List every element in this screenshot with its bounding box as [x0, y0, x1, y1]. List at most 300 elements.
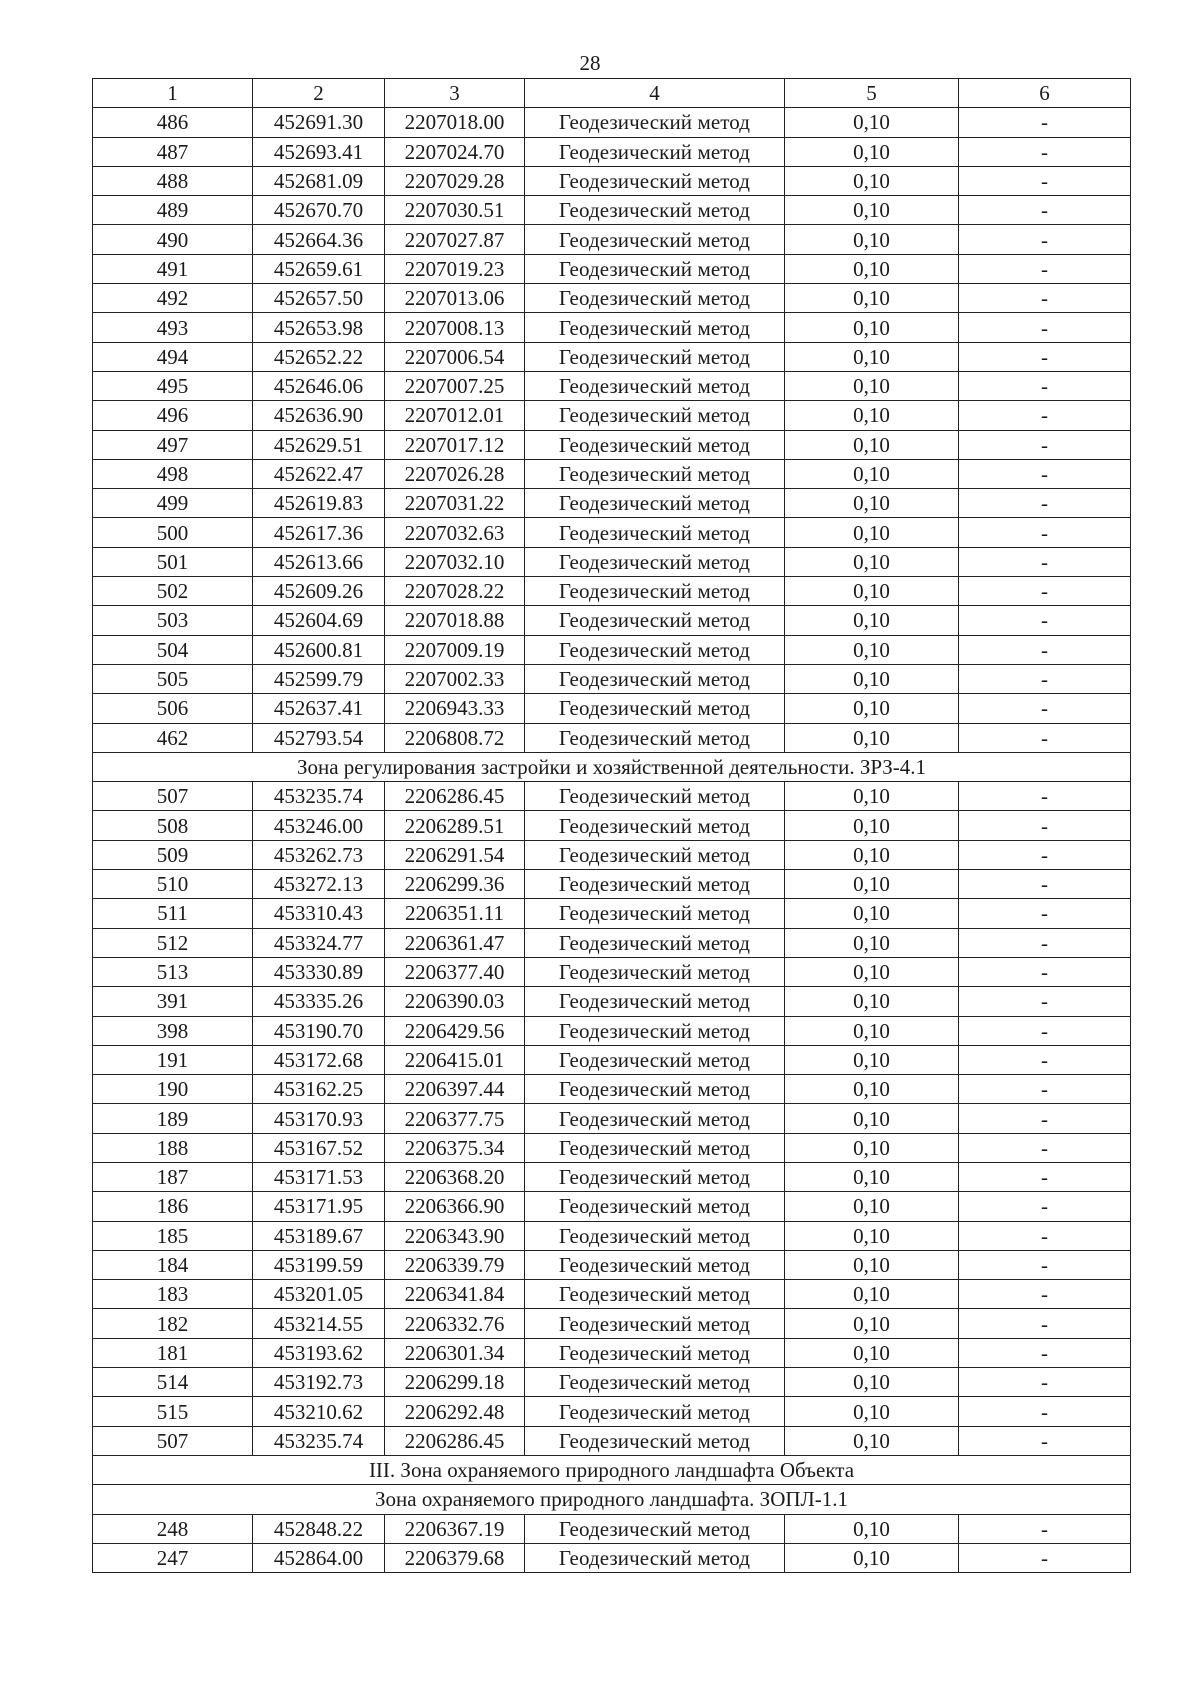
accuracy-cell: 0,10 — [785, 1104, 959, 1133]
accuracy-cell: 0,10 — [785, 313, 959, 342]
note-cell: - — [959, 1221, 1131, 1250]
x-coordinate-cell: 453210.62 — [253, 1397, 385, 1426]
point-number-cell: 505 — [93, 664, 253, 693]
y-coordinate-cell: 2206368.20 — [385, 1162, 525, 1191]
accuracy-cell: 0,10 — [785, 957, 959, 986]
table-row — [93, 635, 1131, 664]
table-row — [93, 371, 1131, 400]
y-coordinate-cell: 2207029.28 — [385, 166, 525, 195]
method-cell: Геодезический метод — [525, 1075, 785, 1104]
x-coordinate-cell: 452646.06 — [253, 371, 385, 400]
point-number-cell: 182 — [93, 1309, 253, 1338]
method-cell: Геодезический метод — [525, 166, 785, 195]
point-number-cell: 492 — [93, 284, 253, 313]
note-cell: - — [959, 782, 1131, 811]
method-cell: Геодезический метод — [525, 606, 785, 635]
method-cell: Геодезический метод — [525, 957, 785, 986]
method-cell: Геодезический метод — [525, 342, 785, 371]
x-coordinate-cell: 453214.55 — [253, 1309, 385, 1338]
point-number-cell: 186 — [93, 1192, 253, 1221]
x-coordinate-cell: 453310.43 — [253, 899, 385, 928]
note-cell: - — [959, 1016, 1131, 1045]
y-coordinate-cell: 2207009.19 — [385, 635, 525, 664]
note-cell: - — [959, 694, 1131, 723]
method-cell: Геодезический метод — [525, 1016, 785, 1045]
y-coordinate-cell: 2207027.87 — [385, 225, 525, 254]
method-cell: Геодезический метод — [525, 196, 785, 225]
table-row — [93, 1192, 1131, 1221]
accuracy-cell: 0,10 — [785, 1192, 959, 1221]
note-cell: - — [959, 196, 1131, 225]
point-number-cell: 501 — [93, 547, 253, 576]
point-number-cell: 187 — [93, 1162, 253, 1191]
table-row — [93, 313, 1131, 342]
accuracy-cell: 0,10 — [785, 928, 959, 957]
y-coordinate-cell: 2206429.56 — [385, 1016, 525, 1045]
method-cell: Геодезический метод — [525, 1133, 785, 1162]
y-coordinate-cell: 2206332.76 — [385, 1309, 525, 1338]
point-number-cell: 493 — [93, 313, 253, 342]
method-cell: Геодезический метод — [525, 577, 785, 606]
table-row — [93, 1162, 1131, 1191]
point-number-cell: 491 — [93, 254, 253, 283]
accuracy-cell: 0,10 — [785, 870, 959, 899]
table-row — [93, 870, 1131, 899]
x-coordinate-cell: 453189.67 — [253, 1221, 385, 1250]
y-coordinate-cell: 2207028.22 — [385, 577, 525, 606]
header-cell-5: 5 — [785, 79, 959, 108]
note-cell: - — [959, 518, 1131, 547]
method-cell: Геодезический метод — [525, 1426, 785, 1455]
y-coordinate-cell: 2207032.63 — [385, 518, 525, 547]
point-number-cell: 515 — [93, 1397, 253, 1426]
table-row — [93, 1338, 1131, 1367]
x-coordinate-cell: 452622.47 — [253, 459, 385, 488]
point-number-cell: 507 — [93, 1426, 253, 1455]
table-row — [93, 957, 1131, 986]
y-coordinate-cell: 2206377.40 — [385, 957, 525, 986]
point-number-cell: 184 — [93, 1250, 253, 1279]
y-coordinate-cell: 2206366.90 — [385, 1192, 525, 1221]
x-coordinate-cell: 452652.22 — [253, 342, 385, 371]
table-row — [93, 840, 1131, 869]
note-cell: - — [959, 108, 1131, 137]
y-coordinate-cell: 2206361.47 — [385, 928, 525, 957]
x-coordinate-cell: 453272.13 — [253, 870, 385, 899]
point-number-cell: 495 — [93, 371, 253, 400]
x-coordinate-cell: 453324.77 — [253, 928, 385, 957]
point-number-cell: 247 — [93, 1543, 253, 1572]
accuracy-cell: 0,10 — [785, 459, 959, 488]
accuracy-cell: 0,10 — [785, 489, 959, 518]
point-number-cell: 191 — [93, 1045, 253, 1074]
accuracy-cell: 0,10 — [785, 284, 959, 313]
point-number-cell: 190 — [93, 1075, 253, 1104]
table-row — [93, 1075, 1131, 1104]
note-cell: - — [959, 1045, 1131, 1074]
note-cell: - — [959, 1192, 1131, 1221]
point-number-cell: 497 — [93, 430, 253, 459]
table-row — [93, 1221, 1131, 1250]
note-cell: - — [959, 1162, 1131, 1191]
x-coordinate-cell: 452637.41 — [253, 694, 385, 723]
note-cell: - — [959, 1368, 1131, 1397]
y-coordinate-cell: 2206339.79 — [385, 1250, 525, 1279]
y-coordinate-cell: 2207018.88 — [385, 606, 525, 635]
header-cell-2: 2 — [253, 79, 385, 108]
y-coordinate-cell: 2206286.45 — [385, 782, 525, 811]
y-coordinate-cell: 2207006.54 — [385, 342, 525, 371]
y-coordinate-cell: 2207018.00 — [385, 108, 525, 137]
table-row — [93, 1397, 1131, 1426]
accuracy-cell: 0,10 — [785, 108, 959, 137]
accuracy-cell: 0,10 — [785, 577, 959, 606]
x-coordinate-cell: 453172.68 — [253, 1045, 385, 1074]
x-coordinate-cell: 452864.00 — [253, 1543, 385, 1572]
x-coordinate-cell: 453335.26 — [253, 987, 385, 1016]
x-coordinate-cell: 452664.36 — [253, 225, 385, 254]
x-coordinate-cell: 452599.79 — [253, 664, 385, 693]
x-coordinate-cell: 452681.09 — [253, 166, 385, 195]
table-row — [93, 899, 1131, 928]
x-coordinate-cell: 453193.62 — [253, 1338, 385, 1367]
x-coordinate-cell: 453167.52 — [253, 1133, 385, 1162]
accuracy-cell: 0,10 — [785, 1368, 959, 1397]
table-row — [93, 401, 1131, 430]
accuracy-cell: 0,10 — [785, 371, 959, 400]
method-cell: Геодезический метод — [525, 371, 785, 400]
table-row — [93, 1309, 1131, 1338]
x-coordinate-cell: 452619.83 — [253, 489, 385, 518]
y-coordinate-cell: 2206341.84 — [385, 1280, 525, 1309]
point-number-cell: 503 — [93, 606, 253, 635]
accuracy-cell: 0,10 — [785, 518, 959, 547]
method-cell: Геодезический метод — [525, 870, 785, 899]
method-cell: Геодезический метод — [525, 1309, 785, 1338]
x-coordinate-cell: 452600.81 — [253, 635, 385, 664]
table-row — [93, 342, 1131, 371]
x-coordinate-cell: 452793.54 — [253, 723, 385, 752]
y-coordinate-cell: 2207017.12 — [385, 430, 525, 459]
accuracy-cell: 0,10 — [785, 782, 959, 811]
note-cell: - — [959, 1250, 1131, 1279]
note-cell: - — [959, 1133, 1131, 1162]
y-coordinate-cell: 2206299.18 — [385, 1368, 525, 1397]
point-number-cell: 506 — [93, 694, 253, 723]
note-cell: - — [959, 371, 1131, 400]
point-number-cell: 509 — [93, 840, 253, 869]
x-coordinate-cell: 452653.98 — [253, 313, 385, 342]
accuracy-cell: 0,10 — [785, 1309, 959, 1338]
point-number-cell: 513 — [93, 957, 253, 986]
accuracy-cell: 0,10 — [785, 196, 959, 225]
x-coordinate-cell: 453235.74 — [253, 782, 385, 811]
y-coordinate-cell: 2206367.19 — [385, 1514, 525, 1543]
x-coordinate-cell: 453171.53 — [253, 1162, 385, 1191]
point-number-cell: 510 — [93, 870, 253, 899]
table-row — [93, 1045, 1131, 1074]
x-coordinate-cell: 452604.69 — [253, 606, 385, 635]
point-number-cell: 504 — [93, 635, 253, 664]
method-cell: Геодезический метод — [525, 489, 785, 518]
method-cell: Геодезический метод — [525, 987, 785, 1016]
table-row — [93, 987, 1131, 1016]
y-coordinate-cell: 2207012.01 — [385, 401, 525, 430]
method-cell: Геодезический метод — [525, 430, 785, 459]
accuracy-cell: 0,10 — [785, 1133, 959, 1162]
table-row — [93, 547, 1131, 576]
table-row — [93, 1104, 1131, 1133]
point-number-cell: 511 — [93, 899, 253, 928]
point-number-cell: 499 — [93, 489, 253, 518]
method-cell: Геодезический метод — [525, 1543, 785, 1572]
x-coordinate-cell: 453162.25 — [253, 1075, 385, 1104]
y-coordinate-cell: 2206292.48 — [385, 1397, 525, 1426]
method-cell: Геодезический метод — [525, 137, 785, 166]
method-cell: Геодезический метод — [525, 1162, 785, 1191]
method-cell: Геодезический метод — [525, 108, 785, 137]
table-row — [93, 606, 1131, 635]
point-number-cell: 490 — [93, 225, 253, 254]
table-row — [93, 489, 1131, 518]
point-number-cell: 487 — [93, 137, 253, 166]
y-coordinate-cell: 2206808.72 — [385, 723, 525, 752]
table-row — [93, 225, 1131, 254]
table-row — [93, 1133, 1131, 1162]
x-coordinate-cell: 452613.66 — [253, 547, 385, 576]
method-cell: Геодезический метод — [525, 518, 785, 547]
accuracy-cell: 0,10 — [785, 664, 959, 693]
y-coordinate-cell: 2207019.23 — [385, 254, 525, 283]
accuracy-cell: 0,10 — [785, 635, 959, 664]
y-coordinate-cell: 2206415.01 — [385, 1045, 525, 1074]
point-number-cell: 188 — [93, 1133, 253, 1162]
y-coordinate-cell: 2207030.51 — [385, 196, 525, 225]
point-number-cell: 498 — [93, 459, 253, 488]
x-coordinate-cell: 452693.41 — [253, 137, 385, 166]
note-cell: - — [959, 928, 1131, 957]
table-row — [93, 1543, 1131, 1572]
x-coordinate-cell: 452657.50 — [253, 284, 385, 313]
accuracy-cell: 0,10 — [785, 1514, 959, 1543]
point-number-cell: 183 — [93, 1280, 253, 1309]
table-row — [93, 1016, 1131, 1045]
x-coordinate-cell: 453235.74 — [253, 1426, 385, 1455]
y-coordinate-cell: 2207031.22 — [385, 489, 525, 518]
table-row — [93, 723, 1131, 752]
method-cell: Геодезический метод — [525, 1045, 785, 1074]
method-cell: Геодезический метод — [525, 284, 785, 313]
accuracy-cell: 0,10 — [785, 166, 959, 195]
point-number-cell: 248 — [93, 1514, 253, 1543]
note-cell: - — [959, 284, 1131, 313]
method-cell: Геодезический метод — [525, 313, 785, 342]
note-cell: - — [959, 635, 1131, 664]
note-cell: - — [959, 870, 1131, 899]
table-row — [93, 108, 1131, 137]
method-cell: Геодезический метод — [525, 694, 785, 723]
method-cell: Геодезический метод — [525, 899, 785, 928]
note-cell: - — [959, 723, 1131, 752]
x-coordinate-cell: 453262.73 — [253, 840, 385, 869]
y-coordinate-cell: 2206375.34 — [385, 1133, 525, 1162]
y-coordinate-cell: 2206299.36 — [385, 870, 525, 899]
method-cell: Геодезический метод — [525, 1192, 785, 1221]
method-cell: Геодезический метод — [525, 664, 785, 693]
note-cell: - — [959, 1338, 1131, 1367]
table-row — [93, 694, 1131, 723]
method-cell: Геодезический метод — [525, 547, 785, 576]
accuracy-cell: 0,10 — [785, 840, 959, 869]
point-number-cell: 398 — [93, 1016, 253, 1045]
accuracy-cell: 0,10 — [785, 1426, 959, 1455]
x-coordinate-cell: 453190.70 — [253, 1016, 385, 1045]
y-coordinate-cell: 2206397.44 — [385, 1075, 525, 1104]
y-coordinate-cell: 2207032.10 — [385, 547, 525, 576]
note-cell: - — [959, 137, 1131, 166]
note-cell: - — [959, 166, 1131, 195]
table-row — [93, 811, 1131, 840]
note-cell: - — [959, 1104, 1131, 1133]
note-cell: - — [959, 313, 1131, 342]
table-row — [93, 518, 1131, 547]
note-cell: - — [959, 459, 1131, 488]
section-row — [93, 752, 1131, 781]
section-title: III. Зона охраняемого природного ландшафта Объекта — [93, 1455, 1131, 1484]
x-coordinate-cell: 452659.61 — [253, 254, 385, 283]
x-coordinate-cell: 452691.30 — [253, 108, 385, 137]
accuracy-cell: 0,10 — [785, 430, 959, 459]
table-row — [93, 1250, 1131, 1279]
y-coordinate-cell: 2207026.28 — [385, 459, 525, 488]
accuracy-cell: 0,10 — [785, 1162, 959, 1191]
accuracy-cell: 0,10 — [785, 987, 959, 1016]
note-cell: - — [959, 840, 1131, 869]
method-cell: Геодезический метод — [525, 1514, 785, 1543]
note-cell: - — [959, 811, 1131, 840]
method-cell: Геодезический метод — [525, 928, 785, 957]
table-row — [93, 254, 1131, 283]
method-cell: Геодезический метод — [525, 1280, 785, 1309]
note-cell: - — [959, 664, 1131, 693]
point-number-cell: 496 — [93, 401, 253, 430]
accuracy-cell: 0,10 — [785, 1221, 959, 1250]
x-coordinate-cell: 452848.22 — [253, 1514, 385, 1543]
point-number-cell: 189 — [93, 1104, 253, 1133]
table-row — [93, 1514, 1131, 1543]
header-cell-3: 3 — [385, 79, 525, 108]
x-coordinate-cell: 452617.36 — [253, 518, 385, 547]
x-coordinate-cell: 453170.93 — [253, 1104, 385, 1133]
point-number-cell: 486 — [93, 108, 253, 137]
note-cell: - — [959, 1426, 1131, 1455]
method-cell: Геодезический метод — [525, 635, 785, 664]
method-cell: Геодезический метод — [525, 1250, 785, 1279]
note-cell: - — [959, 1309, 1131, 1338]
point-number-cell: 181 — [93, 1338, 253, 1367]
method-cell: Геодезический метод — [525, 1397, 785, 1426]
table-row — [93, 430, 1131, 459]
accuracy-cell: 0,10 — [785, 254, 959, 283]
point-number-cell: 507 — [93, 782, 253, 811]
y-coordinate-cell: 2207024.70 — [385, 137, 525, 166]
point-number-cell: 512 — [93, 928, 253, 957]
point-number-cell: 502 — [93, 577, 253, 606]
header-cell-6: 6 — [959, 79, 1131, 108]
note-cell: - — [959, 1514, 1131, 1543]
section-row — [93, 1455, 1131, 1484]
table-row — [93, 1426, 1131, 1455]
header-row — [93, 79, 1131, 108]
method-cell: Геодезический метод — [525, 459, 785, 488]
accuracy-cell: 0,10 — [785, 1397, 959, 1426]
accuracy-cell: 0,10 — [785, 401, 959, 430]
note-cell: - — [959, 899, 1131, 928]
table-row — [93, 459, 1131, 488]
point-number-cell: 391 — [93, 987, 253, 1016]
x-coordinate-cell: 452670.70 — [253, 196, 385, 225]
method-cell: Геодезический метод — [525, 840, 785, 869]
note-cell: - — [959, 1543, 1131, 1572]
section-title: Зона охраняемого природного ландшафта. ЗОПЛ-1.1 — [93, 1485, 1131, 1514]
method-cell: Геодезический метод — [525, 782, 785, 811]
point-number-cell: 500 — [93, 518, 253, 547]
y-coordinate-cell: 2207013.06 — [385, 284, 525, 313]
accuracy-cell: 0,10 — [785, 1280, 959, 1309]
table-row — [93, 196, 1131, 225]
y-coordinate-cell: 2206291.54 — [385, 840, 525, 869]
accuracy-cell: 0,10 — [785, 547, 959, 576]
point-number-cell: 508 — [93, 811, 253, 840]
accuracy-cell: 0,10 — [785, 899, 959, 928]
section-row — [93, 1485, 1131, 1514]
method-cell: Геодезический метод — [525, 723, 785, 752]
accuracy-cell: 0,10 — [785, 694, 959, 723]
header-cell-1: 1 — [93, 79, 253, 108]
accuracy-cell: 0,10 — [785, 225, 959, 254]
method-cell: Геодезический метод — [525, 225, 785, 254]
table-row — [93, 928, 1131, 957]
section-title: Зона регулирования застройки и хозяйственной деятельности. ЗРЗ-4.1 — [93, 752, 1131, 781]
note-cell: - — [959, 547, 1131, 576]
point-number-cell: 462 — [93, 723, 253, 752]
x-coordinate-cell: 453246.00 — [253, 811, 385, 840]
accuracy-cell: 0,10 — [785, 811, 959, 840]
note-cell: - — [959, 225, 1131, 254]
method-cell: Геодезический метод — [525, 254, 785, 283]
method-cell: Геодезический метод — [525, 1104, 785, 1133]
y-coordinate-cell: 2206377.75 — [385, 1104, 525, 1133]
y-coordinate-cell: 2206343.90 — [385, 1221, 525, 1250]
x-coordinate-cell: 452636.90 — [253, 401, 385, 430]
accuracy-cell: 0,10 — [785, 1338, 959, 1367]
accuracy-cell: 0,10 — [785, 137, 959, 166]
note-cell: - — [959, 1280, 1131, 1309]
page-number: 28 — [579, 51, 601, 75]
table-row — [93, 166, 1131, 195]
table-body — [93, 79, 1131, 1573]
table-row — [93, 577, 1131, 606]
x-coordinate-cell: 452609.26 — [253, 577, 385, 606]
y-coordinate-cell: 2206943.33 — [385, 694, 525, 723]
table-row — [93, 782, 1131, 811]
accuracy-cell: 0,10 — [785, 342, 959, 371]
point-number-cell: 489 — [93, 196, 253, 225]
x-coordinate-cell: 453192.73 — [253, 1368, 385, 1397]
y-coordinate-cell: 2206351.11 — [385, 899, 525, 928]
x-coordinate-cell: 453171.95 — [253, 1192, 385, 1221]
note-cell: - — [959, 254, 1131, 283]
